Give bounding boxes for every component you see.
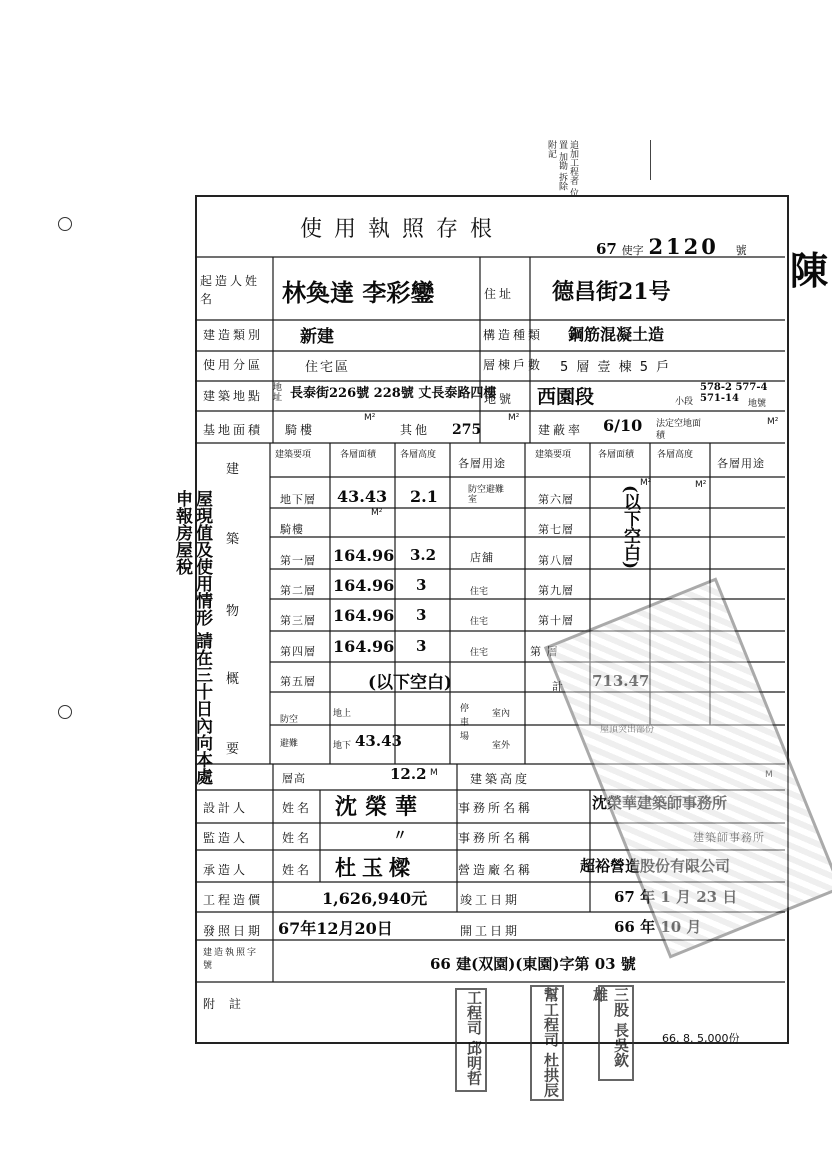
other-area-unit: M²: [508, 413, 520, 423]
structure-value: 鋼筋混凝土造: [568, 325, 665, 344]
permit-number-word: 使字: [621, 244, 644, 257]
floor-use: 住宅: [470, 617, 489, 627]
building-section-label: 建: [226, 462, 240, 477]
building-type-value: 新建: [300, 327, 334, 347]
open-space-label: 法定空地面積: [656, 419, 702, 441]
area-unit-marker: M²: [695, 480, 707, 490]
shelter-below-value: 43.43: [355, 732, 402, 750]
permit-number: 2120: [648, 234, 719, 259]
structure-label: 構造種類: [483, 328, 544, 342]
blank-below-mark: (以下空白): [620, 485, 640, 570]
issue-date-label: 發照日期: [203, 924, 264, 938]
floor-height-label: 層高: [282, 772, 306, 785]
floor-use: 店舖: [470, 551, 494, 564]
supervisor-name-label: 姓名: [282, 831, 313, 845]
building-type-label: 建造類別: [203, 328, 264, 342]
floor-name: 第十層: [538, 614, 574, 627]
rooftop-label: 屋頂突出部份: [600, 725, 655, 735]
parking-label: 停車場: [460, 704, 470, 742]
completion-label: 竣工日期: [460, 893, 521, 907]
arcade-unit: M²: [364, 413, 376, 423]
floor-name: 第六層: [538, 493, 574, 506]
permit-number-prefix: 67: [596, 240, 617, 258]
site-address-value: 長泰街226號 228號 丈長泰路四樓: [290, 386, 497, 401]
remarks-label: 附註: [203, 997, 256, 1011]
contractor-firm: 超裕營造股份有限公司: [580, 857, 731, 875]
floor-name: 第九層: [538, 584, 574, 597]
section-chief-stamp: 三股 長吳欽雄: [598, 985, 634, 1081]
building-section-label-4: 概: [226, 672, 240, 687]
print-note: 66. 8. 5,000份: [662, 1032, 740, 1045]
floors-count-label: 層棟戶數: [483, 358, 544, 372]
floor-name: 第一層: [280, 554, 316, 567]
floor-height: 3: [416, 576, 427, 594]
floor-area: 164.96: [333, 606, 395, 625]
building-section-label-2: 築: [226, 532, 240, 547]
designer-office-label: 事務所名稱: [458, 801, 534, 815]
total-area-value: 713.47: [592, 672, 650, 690]
supervisor-office: 建築師事務所: [693, 831, 765, 844]
floor-name: 第四層: [280, 645, 316, 658]
header-item-left: 建築要項: [275, 450, 312, 460]
lot-number-word: 地號: [748, 399, 767, 409]
supervisor-label: 監造人: [203, 831, 249, 845]
shelter-below-label: 地下: [333, 741, 352, 751]
floor-name: 第 層: [530, 645, 559, 658]
left-circle-top: [58, 217, 72, 231]
issue-date-value: 67年12月20日: [278, 919, 393, 938]
floor-area: 43.43: [337, 487, 388, 506]
floor-area: 164.96: [333, 546, 395, 565]
header-use-right: 各層用途: [717, 457, 765, 470]
floor-area: 164.96: [333, 637, 395, 656]
designer-name-label: 姓名: [282, 801, 313, 815]
shelter-label: 防空避難: [280, 715, 299, 749]
other-area-value: 275: [452, 422, 482, 438]
building-height-label: 建築高度: [470, 772, 531, 786]
contractor-name-label: 姓名: [282, 863, 313, 877]
building-height-unit: M: [765, 770, 773, 780]
header-item-right: 建築要項: [535, 450, 572, 460]
area-unit-marker: M²: [640, 478, 652, 488]
arcade-label: 騎樓: [285, 423, 316, 437]
floor-name: 第七層: [538, 523, 574, 536]
lot-numbers: 578-2 577-4 571-14: [700, 382, 768, 404]
designer-office: 沈榮華建築師事務所: [592, 794, 728, 812]
zone-value: 住宅區: [305, 360, 351, 375]
header-use-left: 各層用途: [458, 457, 506, 470]
floor-area: (以下空白): [368, 673, 453, 693]
contractor-name: 杜玉樑: [335, 855, 416, 880]
start-date-label: 開工日期: [460, 924, 521, 938]
floor-name: 第八層: [538, 554, 574, 567]
assistant-engineer-stamp: 幫工程司 杜拱辰: [530, 985, 564, 1101]
address-label: 住址: [484, 287, 515, 301]
area-unit-marker: M²: [371, 508, 383, 518]
floor-use: 住宅: [470, 587, 489, 597]
building-section-label-3: 物: [226, 604, 240, 619]
supervisor-office-label: 事務所名稱: [458, 831, 534, 845]
coverage-value: 6/10: [603, 416, 643, 435]
contractor-firm-label: 營造廠名稱: [458, 863, 534, 877]
site-area-label: 基地面積: [203, 423, 264, 437]
floor-height: 3: [416, 606, 427, 624]
parking-outdoor-label: 室外: [492, 741, 511, 751]
permit-number-suffix: 號: [735, 244, 747, 257]
building-section-label-5: 要: [226, 742, 240, 757]
district-value: 西園段: [537, 386, 595, 408]
permit-number-row: [596, 234, 747, 259]
floor-name: 計: [552, 680, 564, 693]
right-edge-char: 陳: [790, 248, 829, 293]
designer-label: 設計人: [203, 801, 249, 815]
lot-label: 地號: [484, 392, 515, 406]
owner-label: 起造人姓名: [200, 274, 261, 306]
floor-name: 騎樓: [280, 523, 304, 536]
other-area-label: 其他: [400, 423, 431, 437]
left-circle-bottom: [58, 705, 72, 719]
address-value: 德昌街21号: [552, 279, 671, 305]
engineer-stamp: 工程司 邱明哲: [455, 988, 487, 1092]
owner-name: 林奐達 李彩鑾: [282, 278, 435, 307]
floor-name: 第二層: [280, 584, 316, 597]
floor-height-total: 12.2: [390, 765, 427, 783]
license-value: 66 建(双園)(東園)字第 03 號: [430, 955, 636, 973]
start-date-value: 66 年 10 月: [614, 918, 702, 936]
site-sublabel: 地址: [273, 383, 283, 403]
supervisor-name: 〃: [393, 828, 407, 844]
floor-name: 第三層: [280, 614, 316, 627]
floor-name: 地下層: [280, 493, 316, 506]
cost-value: 1,626,940元: [322, 889, 428, 908]
floor-use: 住宅: [470, 648, 489, 658]
designer-name: 沈榮華: [335, 794, 426, 820]
coverage-label: 建蔽率: [538, 423, 584, 437]
shelter-above-label: 地上: [333, 709, 352, 719]
parking-indoor-label: 室內: [492, 709, 511, 719]
floor-height: 3: [416, 637, 427, 655]
form-title: 使用執照存根: [300, 217, 505, 242]
header-height-left: 各層高度: [400, 450, 437, 460]
completion-value: 67 年 1 月 23 日: [614, 888, 738, 906]
left-margin-note: 屋現值及使用情形 請在三十日內向本處申報房屋稅: [172, 490, 212, 785]
contractor-label: 承造人: [203, 863, 249, 877]
header-area-right: 各層面積: [598, 450, 635, 460]
floor-use: 防空避難室: [468, 485, 505, 505]
header-height-right: 各層高度: [657, 450, 694, 460]
floor-height: 3.2: [410, 546, 437, 564]
top-right-stamp-block: [650, 140, 761, 180]
header-area-left: 各層面積: [340, 450, 377, 460]
floor-name: 第五層: [280, 675, 316, 688]
floor-area: 164.96: [333, 576, 395, 595]
top-right-margin-note: 追加工程者 位置 加勘 拆除 附記: [546, 140, 578, 197]
floor-height-unit: M: [430, 768, 438, 778]
floors-count-value: 5 層 壹 棟 5 戶: [560, 360, 672, 375]
lot-word: 小段: [675, 397, 694, 407]
zone-label: 使用分區: [203, 358, 264, 372]
cost-label: 工程造價: [203, 893, 264, 907]
open-space-unit: M²: [767, 417, 779, 427]
site-label: 建築地點: [203, 389, 264, 403]
license-label: 建造執照字號: [203, 948, 259, 971]
floor-height: 2.1: [410, 487, 438, 506]
